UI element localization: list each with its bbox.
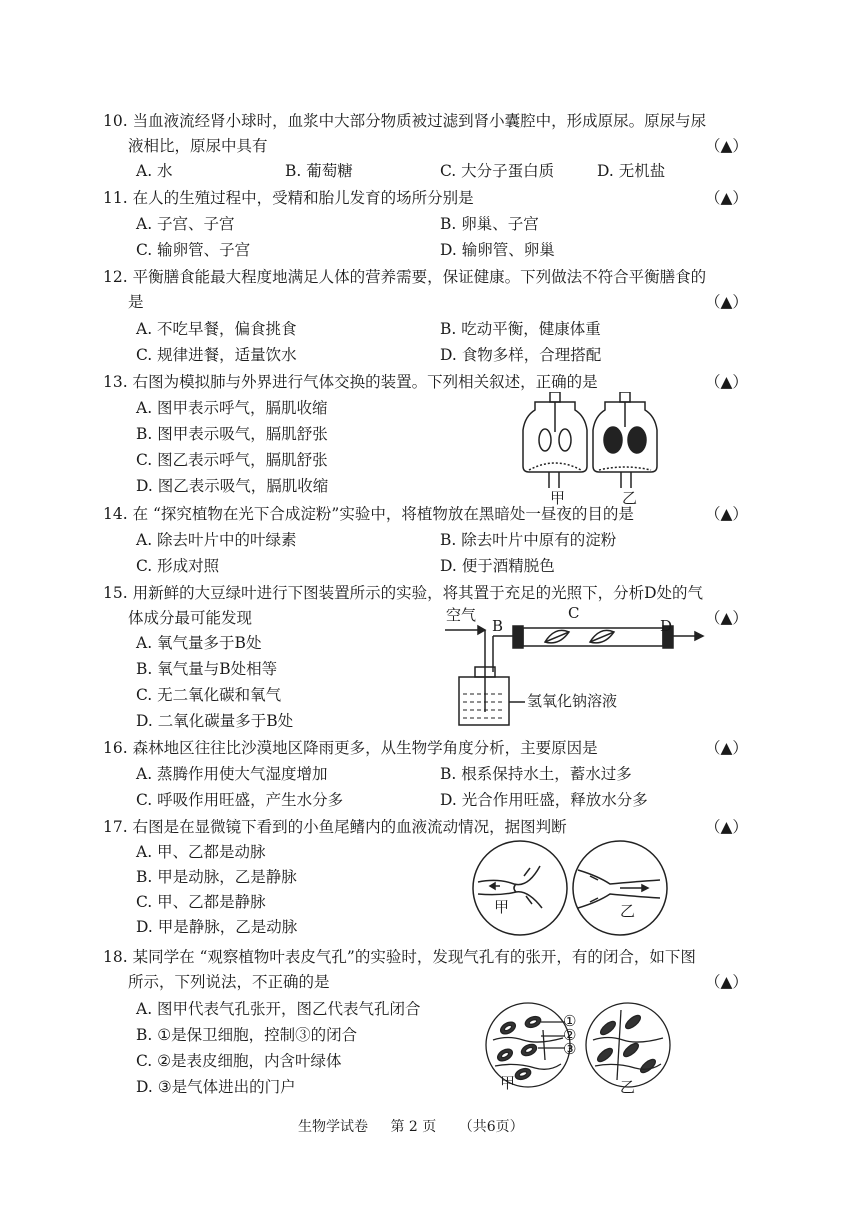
q14-answer-mark: （▲） xyxy=(705,505,748,523)
q11-option-b: B. 卵巢、子宫 xyxy=(440,215,539,233)
q18-figure-label-1: ① xyxy=(563,1012,577,1030)
q14-stem: 14. 在 “探究植物在光下合成淀粉”实验中，将植物放在黑暗处一昼夜的目的是 xyxy=(103,505,634,523)
q10-stem-line2: 液相比，原尿中具有 xyxy=(128,137,268,155)
q15-figure-label-c: C xyxy=(568,604,580,622)
q18-figure-label-2: ② xyxy=(563,1026,577,1044)
q16-option-a: A. 蒸腾作用使大气湿度增加 xyxy=(136,765,328,783)
q18-answer-mark: （▲） xyxy=(705,973,748,991)
q13-option-c: C. 图乙表示呼气，膈肌舒张 xyxy=(136,451,328,469)
q11-answer-mark: （▲） xyxy=(705,189,748,207)
q17-stem: 17. 右图是在显微镜下看到的小鱼尾鳍内的血液流动情况，据图判断 xyxy=(103,818,567,836)
q15-option-c: C. 无二氧化碳和氧气 xyxy=(136,686,282,704)
q17-figure-label-yi: 乙 xyxy=(620,902,636,920)
q12-stem-line2: 是 xyxy=(128,293,144,311)
q15-answer-mark: （▲） xyxy=(705,609,748,627)
q17-figure-label-jia: 甲 xyxy=(494,898,510,916)
q15-option-a: A. 氧气量多于B处 xyxy=(136,634,262,652)
q17-option-b: B. 甲是动脉，乙是静脉 xyxy=(136,868,297,886)
q18-figure-label-yi: 乙 xyxy=(620,1078,636,1096)
q10-option-b: B. 葡萄糖 xyxy=(285,162,353,180)
q15-stem-line2: 体成分最可能发现 xyxy=(128,609,253,627)
q13-option-a: A. 图甲表示呼气，膈肌收缩 xyxy=(136,399,328,417)
q15-option-b: B. 氧气量与B处相等 xyxy=(136,660,278,678)
leaf-gas-apparatus-figure xyxy=(445,622,705,730)
q10-option-c: C. 大分子蛋白质 xyxy=(440,162,555,180)
q12-option-b: B. 吃动平衡，健康体重 xyxy=(440,320,601,338)
q10-answer-mark: （▲） xyxy=(705,137,748,155)
q16-option-c: C. 呼吸作用旺盛，产生水分多 xyxy=(136,791,344,809)
q18-option-a: A. 图甲代表气孔张开，图乙代表气孔闭合 xyxy=(136,1000,421,1018)
q12-answer-mark: （▲） xyxy=(705,293,748,311)
q15-figure-label-d: D xyxy=(660,617,673,635)
footer-page-number: 第 2 页 xyxy=(390,1119,437,1135)
q11-option-d: D. 输卵管、卵巢 xyxy=(440,241,555,259)
page-footer xyxy=(298,1116,542,1136)
q15-figure-label-air: 空气 xyxy=(446,606,477,624)
q15-option-d: D. 二氧化碳量多于B处 xyxy=(136,712,294,730)
q13-option-b: B. 图甲表示吸气，膈肌舒张 xyxy=(136,425,328,443)
footer-total-pages: （共6页） xyxy=(458,1119,524,1135)
q13-figure-label-yi: 乙 xyxy=(622,489,638,507)
q16-stem: 16. 森林地区往往比沙漠地区降雨更多，从生物学角度分析，主要原因是 xyxy=(103,739,598,757)
q17-answer-mark: （▲） xyxy=(705,818,748,836)
q17-option-d: D. 甲是静脉，乙是动脉 xyxy=(136,918,298,936)
q10-stem-line1: 10. 当血液流经肾小球时，血浆中大部分物质被过滤到肾小囊腔中，形成原尿。原尿与尿 xyxy=(103,112,707,130)
q14-option-b: B. 除去叶片中原有的淀粉 xyxy=(440,531,617,549)
q18-stem-line1: 18. 某同学在 “观察植物叶表皮气孔”的实验时，发现气孔有的张开，有的闭合，如下图 xyxy=(103,948,696,966)
q11-stem: 11. 在人的生殖过程中，受精和胎儿发育的场所分别是 xyxy=(103,189,474,207)
q13-option-d: D. 图乙表示吸气，膈肌收缩 xyxy=(136,477,329,495)
q14-option-a: A. 除去叶片中的叶绿素 xyxy=(136,531,297,549)
q16-option-d: D. 光合作用旺盛，释放水分多 xyxy=(440,791,648,809)
q18-stem-line2: 所示，下列说法，不正确的是 xyxy=(128,973,330,991)
q16-answer-mark: （▲） xyxy=(705,739,748,757)
q12-option-a: A. 不吃早餐，偏食挑食 xyxy=(136,320,297,338)
q13-figure-label-jia: 甲 xyxy=(550,489,566,507)
q18-figure-label-3: ③ xyxy=(563,1040,577,1058)
q15-figure-label-b: B xyxy=(492,617,504,635)
q11-option-c: C. 输卵管、子宫 xyxy=(136,241,251,259)
q12-option-c: C. 规律进餐，适量饮水 xyxy=(136,346,297,364)
q17-option-c: C. 甲、乙都是静脉 xyxy=(136,893,266,911)
q12-stem-line1: 12. 平衡膳食能最大程度地满足人体的营养需要，保证健康。下列做法不符合平衡膳食的 xyxy=(103,268,707,286)
q18-option-b: B. ①是保卫细胞，控制③的闭合 xyxy=(136,1026,358,1044)
q18-option-d: D. ③是气体进出的门户 xyxy=(136,1078,296,1096)
q18-option-c: C. ②是表皮细胞，内含叶绿体 xyxy=(136,1052,342,1070)
fish-tail-blood-flow-figure xyxy=(470,838,670,938)
q18-figure-label-jia: 甲 xyxy=(500,1074,516,1092)
q14-option-d: D. 便于酒精脱色 xyxy=(440,557,555,575)
q14-option-c: C. 形成对照 xyxy=(136,557,220,575)
q12-option-d: D. 食物多样，合理搭配 xyxy=(440,346,602,364)
q11-option-a: A. 子宫、子宫 xyxy=(136,215,235,233)
q17-option-a: A. 甲、乙都是动脉 xyxy=(136,843,266,861)
q10-option-d: D. 无机盐 xyxy=(597,162,666,180)
q13-answer-mark: （▲） xyxy=(705,373,748,391)
q15-stem-line1: 15. 用新鲜的大豆绿叶进行下图装置所示的实验，将其置于充足的光照下，分析D处的气 xyxy=(103,584,704,602)
q10-option-a: A. 水 xyxy=(136,162,173,180)
lung-model-figure xyxy=(515,392,665,502)
q16-option-b: B. 根系保持水土，蓄水过多 xyxy=(440,765,632,783)
q15-figure-label-naoh: 氢氧化钠溶液 xyxy=(527,692,618,710)
q13-stem: 13. 右图为模拟肺与外界进行气体交换的装置。下列相关叙述，正确的是 xyxy=(103,373,598,391)
footer-subject: 生物学试卷 xyxy=(298,1119,368,1135)
